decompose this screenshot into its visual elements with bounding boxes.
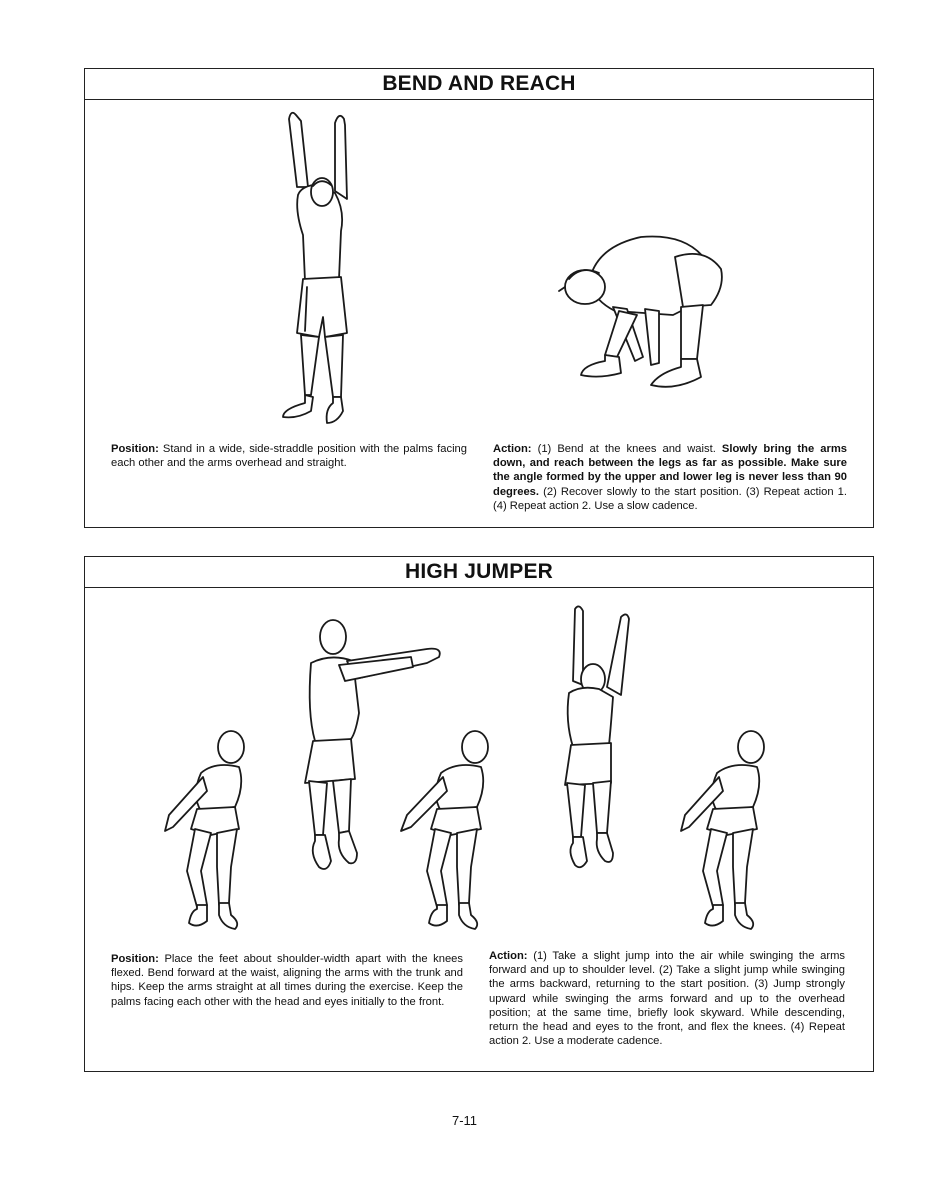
high-jumper-panel — [84, 556, 874, 1072]
bent-reaching-illustration — [555, 229, 733, 399]
position-text: Position: Place the feet about shoulder-width apart with the knees flexed. Bend forward at the waist, aligning the arms with the trunk and hips. Keep the arms straight at all times during the exercise. Keep the palms facing each other with the head and eyes initially to the front. — [111, 953, 464, 1008]
action-text: Action: (1) Bend at the knees and waist. Slowly bring the arms down, and reach between the legs as far as possible. Make sure the angle formed by the upper and lower leg is never less than 90 degrees. (2) Recover slowly to the start position. (3) Repeat action 1. (4) Repeat action 2. Use a slow cadence. — [493, 443, 848, 512]
action-text: Action: (1) Take a slight jump into the air while swinging the arms forward and up to shoulder level. (2) Take a slight jump while swinging the arms backward, returning to the start position. (3) Jump strongly upward while swinging the arms forward and up to the overhead position; at the same time, briefly look skyward. While descending, return the head and eyes to the front, and flex the knees. (4) Repeat action 2. Use a moderate cadence. — [489, 950, 846, 1048]
panel-title: HIGH JUMPER — [404, 560, 554, 583]
crouched-figure-illustration — [677, 725, 787, 931]
standing-arms-overhead-illustration — [265, 107, 375, 425]
panel-title: BEND AND REACH — [382, 72, 576, 95]
panel-header — [85, 557, 873, 588]
jump-arms-overhead-illustration — [551, 605, 641, 887]
crouched-figure-illustration — [161, 725, 271, 931]
panel-header — [85, 69, 873, 100]
position-text: Position: Stand in a wide, side-straddle position with the palms facing each other and the arms overhead and straight. — [111, 443, 467, 470]
page-number: 7-11 — [451, 1113, 478, 1128]
bend-and-reach-panel — [84, 68, 874, 528]
crouched-figure-illustration — [391, 725, 503, 931]
